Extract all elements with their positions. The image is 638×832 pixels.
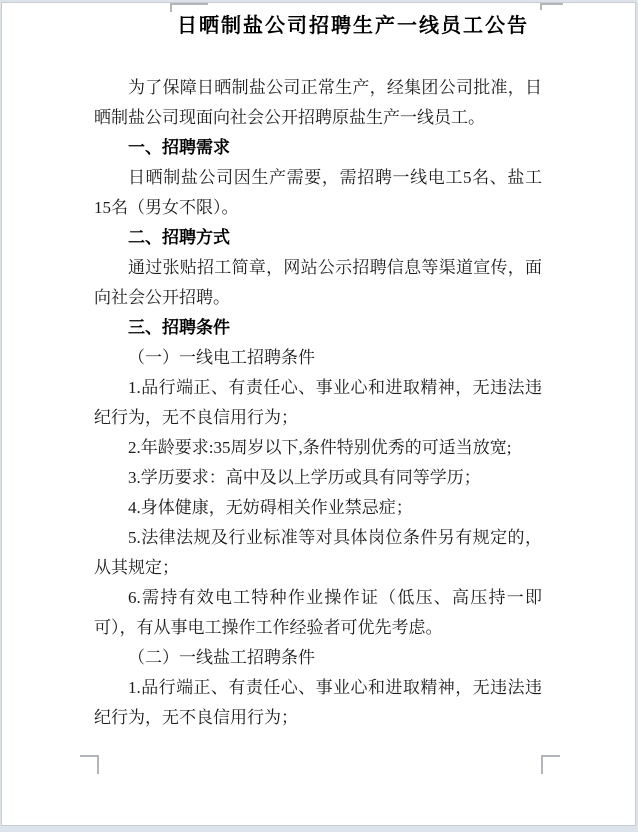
margin-mark-bottom-right-icon bbox=[541, 755, 543, 774]
paragraph[interactable]: （一）一线电工招聘条件 bbox=[128, 348, 315, 367]
document-title[interactable]: 日晒制盐公司招聘生产一线员工公告 bbox=[177, 15, 529, 37]
margin-mark-bottom-right-icon bbox=[541, 755, 560, 757]
paragraph[interactable]: 3.学历要求：高中及以上学历或具有同等学历； bbox=[128, 468, 481, 487]
paragraph[interactable]: 5.法律法规及行业标准等对具体岗位条件另有规定的，从其规定； bbox=[94, 528, 542, 577]
paragraph[interactable]: 日晒制盐公司因生产需要，需招聘一线电工5名、盐工15名（男女不限）。 bbox=[94, 168, 542, 217]
margin-mark-top-right-icon bbox=[540, 3, 563, 5]
paragraph[interactable]: 1.品行端正、有责任心、事业心和进取精神，无违法违纪行为，无不良信用行为； bbox=[94, 378, 542, 427]
margin-mark-bottom-left-icon bbox=[97, 755, 99, 774]
paragraph[interactable]: （二）一线盐工招聘条件 bbox=[128, 648, 315, 667]
document-page[interactable] bbox=[1, 2, 636, 826]
margin-mark-top-left-icon bbox=[170, 3, 208, 5]
section-heading[interactable]: 二、招聘方式 bbox=[128, 228, 230, 247]
paragraph[interactable]: 通过张贴招工简章，网站公示招聘信息等渠道宣传，面向社会公开招聘。 bbox=[94, 258, 542, 307]
paragraph[interactable]: 6.需持有效电工特种作业操作证（低压、高压持一即可），有从事电工操作工作经验者可优先考虑。 bbox=[94, 588, 542, 637]
paragraph[interactable]: 2.年龄要求:35周岁以下,条件特别优秀的可适当放宽; bbox=[128, 438, 512, 457]
document-body[interactable] bbox=[94, 11, 542, 733]
section-heading[interactable]: 三、招聘条件 bbox=[128, 318, 230, 337]
paragraph[interactable]: 1.品行端正、有责任心、事业心和进取精神，无违法违纪行为，无不良信用行为； bbox=[94, 678, 542, 727]
section-heading[interactable]: 一、招聘需求 bbox=[128, 138, 230, 157]
paragraph[interactable]: 4.身体健康，无妨碍相关作业禁忌症； bbox=[128, 498, 413, 517]
paragraph[interactable]: 为了保障日晒制盐公司正常生产，经集团公司批准，日晒制盐公司现面向社会公开招聘原盐生产一线员工。 bbox=[94, 78, 542, 127]
